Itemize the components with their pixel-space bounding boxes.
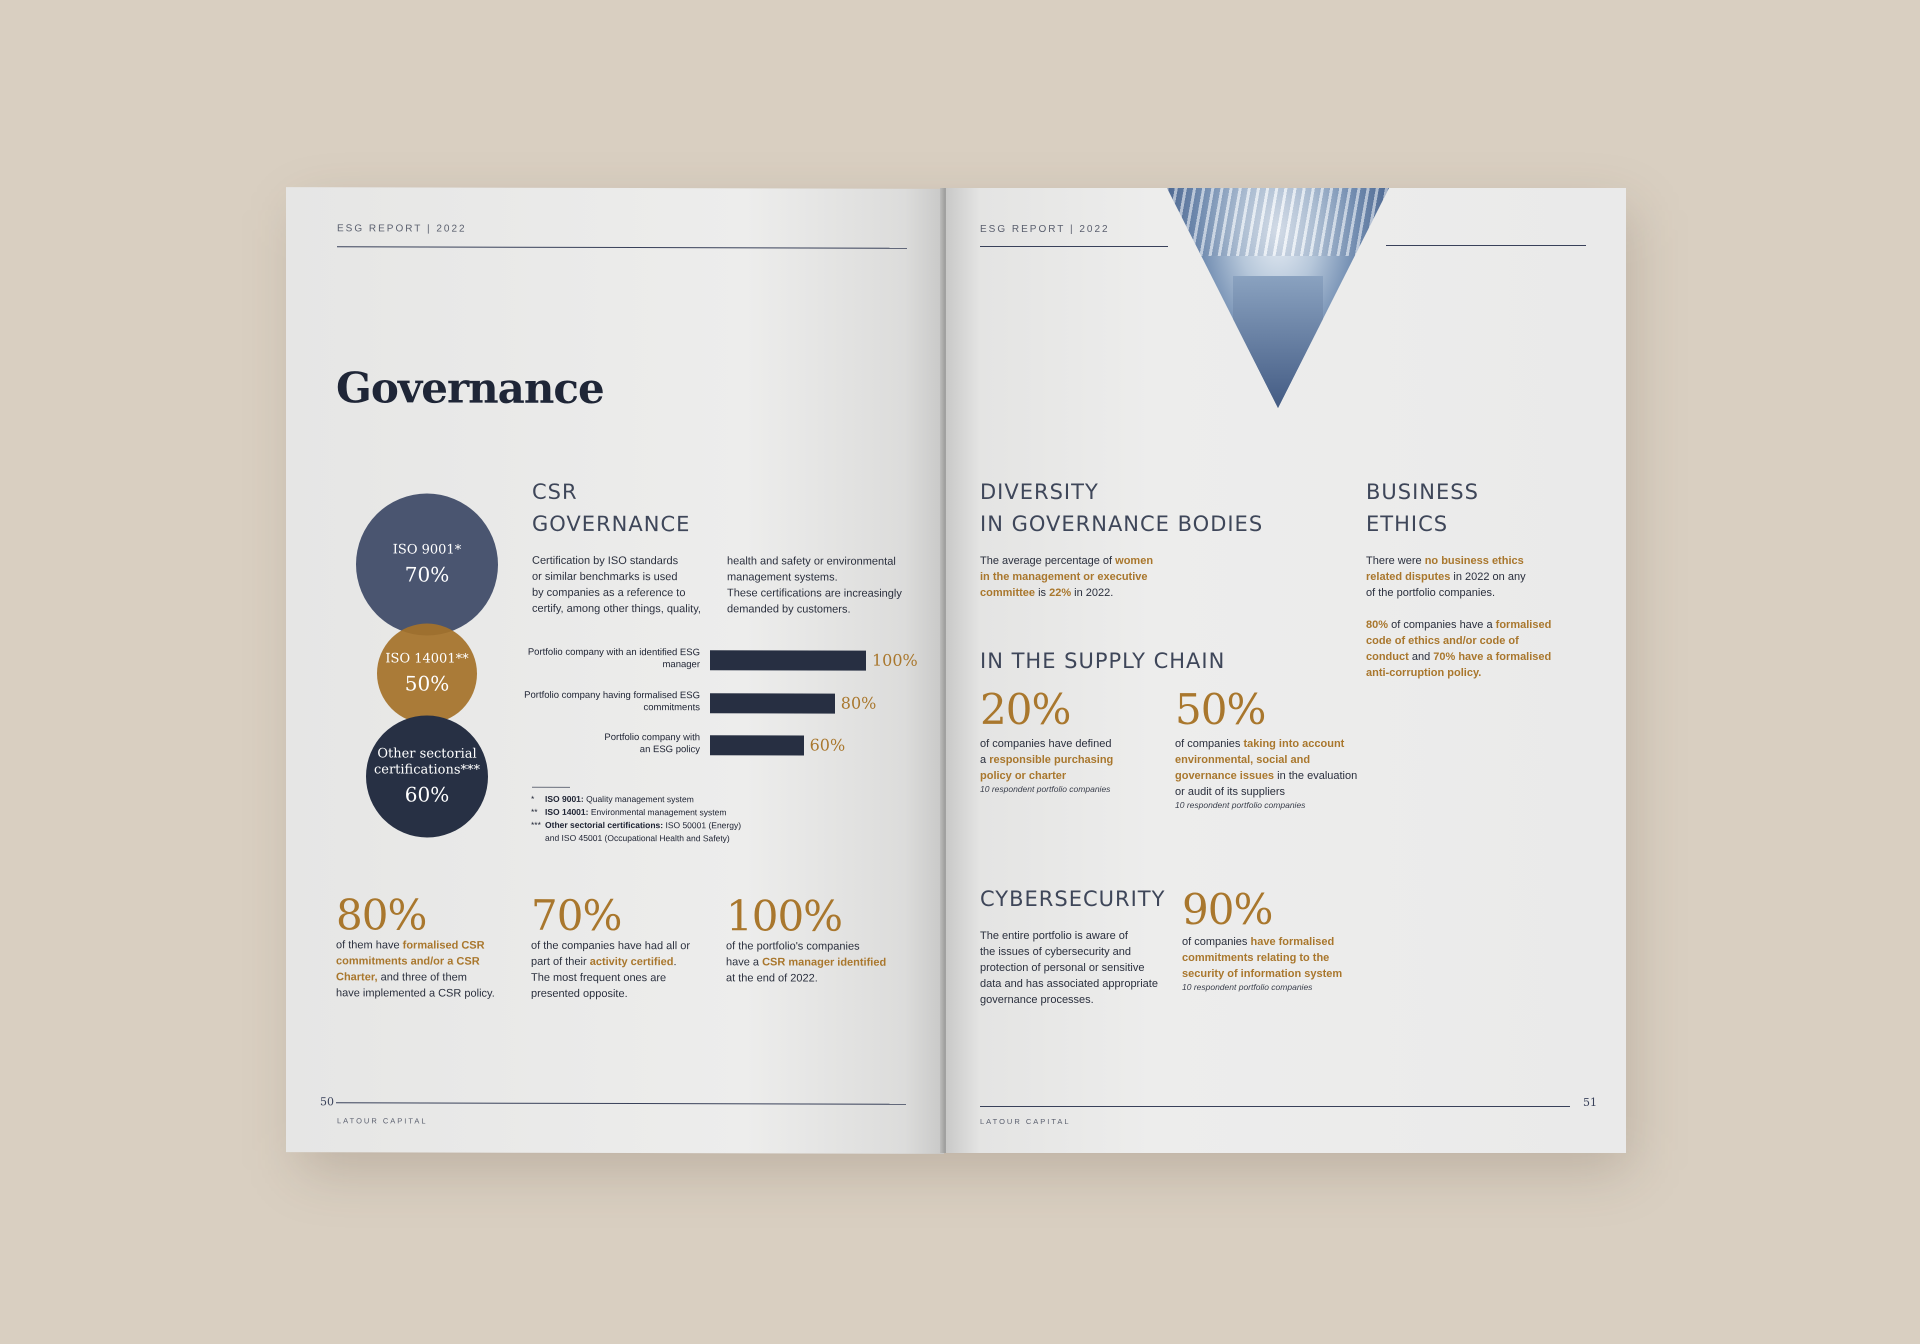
circle-label-line2: certifications*** [373,762,481,778]
text-line: management systems. [727,571,838,584]
stat-text: of the companies have had all or part of their activity certified. The most frequent ones are presented opposite. [531,939,690,1001]
cybersecurity-text: The entire portfolio is aware of the issues of cybersecurity and protection of personal or sensitive data and has associated appropriate governance processes. [980,930,1158,1006]
footnotes [531,793,791,846]
text-line: These certifications are increasingly [727,587,902,600]
stat-percent: 20% [980,685,1071,734]
esg-bar-chart [286,187,944,1154]
bar-value-label: 80% [840,693,877,713]
circle-label-line1: Other sectorial [377,746,477,762]
stat-csr-manager [726,891,916,986]
running-header: ESG REPORT | 2022 [337,223,467,235]
bar-label: Portfolio company having formalised ESG commitments [524,689,700,714]
respondents-note: 10 respondent portfolio companies [1175,800,1306,810]
bar [710,735,804,755]
csr-heading-line1: CSR [532,479,578,504]
heading-line1: BUSINESS [1366,480,1479,504]
bar-value-label: 60% [809,735,846,755]
bridge-photo-v-cutout [1166,188,1390,408]
footnote-2: ** ISO 14001: Environmental management system [531,806,727,818]
supply-chain-heading: IN THE SUPPLY CHAIN [980,649,1226,673]
ethics-text: There were no business ethics related disputes in 2022 on any of the portfolio companies. 80% of companies have a formalised code of ethics and/or code of conduct and 70% have a formalised anti-corruption policy. [1366,555,1552,679]
respondents-note: 10 respondent portfolio companies [980,784,1111,794]
stat-supplier-esg-evaluation [1175,685,1375,810]
page-number: 51 [1583,1096,1597,1109]
heading-line2: IN GOVERNANCE BODIES [980,512,1264,536]
respondents-note: 10 respondent portfolio companies [1182,982,1313,992]
bar [710,650,866,670]
diversity-text: The average percentage of women in the management or executive committee is 22% in 2022. [980,555,1154,599]
circle-label: ISO 14001** [385,651,469,667]
text-line: by companies as a reference to [532,586,686,600]
stat-text: of companies have defined a responsible purchasing policy or charter [980,738,1114,782]
circle-value: 60% [404,782,450,807]
running-header: ESG REPORT | 2022 [980,224,1110,235]
stat-responsible-purchasing [980,685,1160,794]
left-page [286,187,944,1154]
text-line: or similar benchmarks is used [532,570,678,584]
stat-percent: 80% [336,890,427,940]
stat-text: of them have formalised CSR commitments and/or a CSR Charter, and three of them have implemented a CSR policy. [336,939,495,1000]
heading-line2: ETHICS [1366,512,1449,536]
circle-label: ISO 9001* [392,542,462,558]
stat-activity-certified [531,890,701,1002]
bar [710,693,835,713]
right-page [946,188,1626,1153]
bar-label: Portfolio company with an ESG policy [604,731,700,756]
page-title: Governance [336,363,604,413]
footer-rule [980,1106,1570,1107]
stat-percent: 50% [1175,685,1266,734]
circle-value: 70% [404,562,450,587]
csr-heading-line2: GOVERNANCE [532,511,691,537]
bar-value-label: 100% [872,650,918,670]
header-rule-right [1386,245,1586,246]
ethics-heading [1366,476,1479,540]
text-line: Certification by ISO standards [532,554,679,568]
footnote-3: *** Other sectorial certifications: ISO 50001 (Energy) [531,819,742,831]
footnote-4: and ISO 45001 (Occupational Health and Safety) [545,832,730,844]
footer-brand: LATOUR CAPITAL [337,1116,428,1126]
stat-percent: 70% [531,890,622,941]
footer-brand: LATOUR CAPITAL [980,1117,1071,1126]
diversity-heading [980,476,1263,540]
text-line: health and safety or environmental [727,555,896,568]
stat-information-security [1182,885,1382,992]
circle-value: 50% [404,671,450,696]
text-line: demanded by customers. [727,603,851,616]
cybersecurity-heading: CYBERSECURITY [980,887,1166,911]
page-number: 50 [320,1095,334,1109]
stat-percent: 90% [1182,885,1273,934]
stat-text: of companies taking into account environmental, social and governance issues in the evaluation or audit of its suppliers [1175,738,1358,798]
bridge-deck [1233,276,1323,416]
stat-text: of companies have formalised commitments relating to the security of information system [1182,936,1343,980]
heading-line1: DIVERSITY [980,480,1099,504]
stat-csr-commitments [336,890,506,1001]
bridge-arch [1166,188,1390,256]
text-line: certify, among other things, quality, [532,602,701,616]
stat-text: of the portfolio's companies have a CSR manager identified at the end of 2022. [726,940,887,985]
stat-percent: 100% [726,891,843,941]
footnote-1: * ISO 9001: Quality management system [531,793,694,805]
footnote-rule [532,787,570,788]
header-rule-left [980,246,1168,247]
bar-label: Portfolio company with an identified ESG manager [527,646,700,671]
